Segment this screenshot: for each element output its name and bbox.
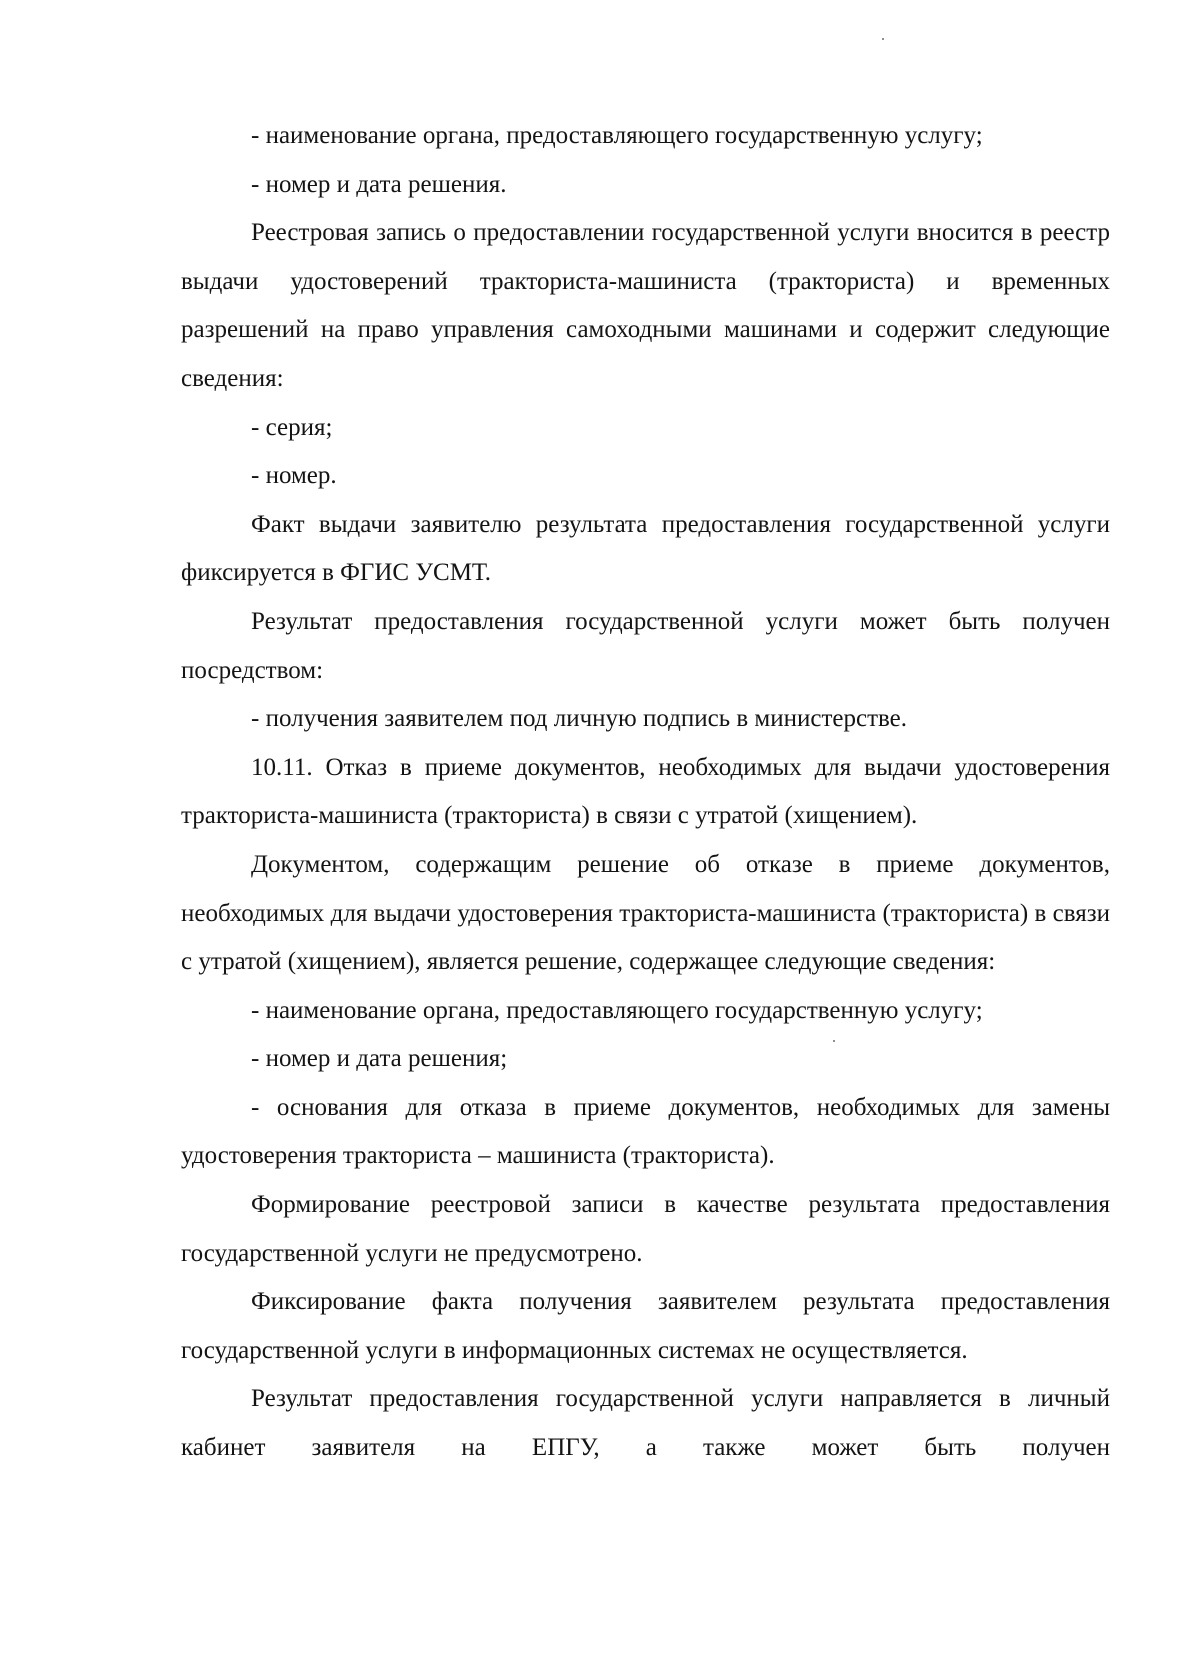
paragraph-9: 10.11. Отказ в приеме документов, необходимых для выдачи удостоверения тракториста-машиниста (тракториста) в связи с утратой (хищением). bbox=[181, 753, 1110, 830]
paragraph-10: Документом, содержащим решение об отказе в приеме документов, необходимых для выдачи удостоверения тракториста-машиниста (тракториста) в связи с утратой (хищением), является решение, содержащее следующие сведения: bbox=[181, 850, 1110, 976]
paragraph-4: - серия; bbox=[251, 413, 333, 441]
paragraph-16: Результат предоставления государственной услуги направляется в личный кабинет заявителя на ЕПГУ, а также может быть получен bbox=[181, 1385, 1110, 1462]
paragraph-14: Формирование реестровой записи в качестве результата предоставления государственной услуги не предусмотрено. bbox=[181, 1191, 1110, 1267]
scan-speck bbox=[882, 38, 884, 40]
document-body bbox=[181, 112, 1110, 1473]
paragraph-2: - номер и дата решения. bbox=[251, 170, 507, 198]
paragraph-3: Реестровая запись о предоставлении государственной услуги вносится в реестр выдачи удостоверений тракториста-машиниста (тракториста) и временных разрешений на право управления самоходными машинами и содержит следующие сведения: bbox=[181, 219, 1110, 392]
paragraph-13: - основания для отказа в приеме документов, необходимых для замены удостоверения тракториста – машиниста (тракториста). bbox=[181, 1093, 1110, 1170]
paragraph-5: - номер. bbox=[251, 462, 337, 490]
paragraph-12: - номер и дата решения; bbox=[251, 1045, 508, 1073]
paragraph-11: - наименование органа, предоставляющего государственную услугу; bbox=[251, 996, 983, 1024]
paragraph-6: Факт выдачи заявителю результата предоставления государственной услуги фиксируется в ФГИС УСМТ. bbox=[181, 510, 1110, 587]
paragraph-1: - наименование органа, предоставляющего государственную услугу; bbox=[251, 122, 983, 149]
paragraph-8: - получения заявителем под личную подпись в министерстве. bbox=[251, 705, 907, 733]
paragraph-15: Фиксирование факта получения заявителем результата предоставления государственной услуги в информационных системах не осуществляется. bbox=[181, 1288, 1110, 1364]
paragraph-7: Результат предоставления государственной услуги может быть получен посредством: bbox=[181, 607, 1110, 684]
